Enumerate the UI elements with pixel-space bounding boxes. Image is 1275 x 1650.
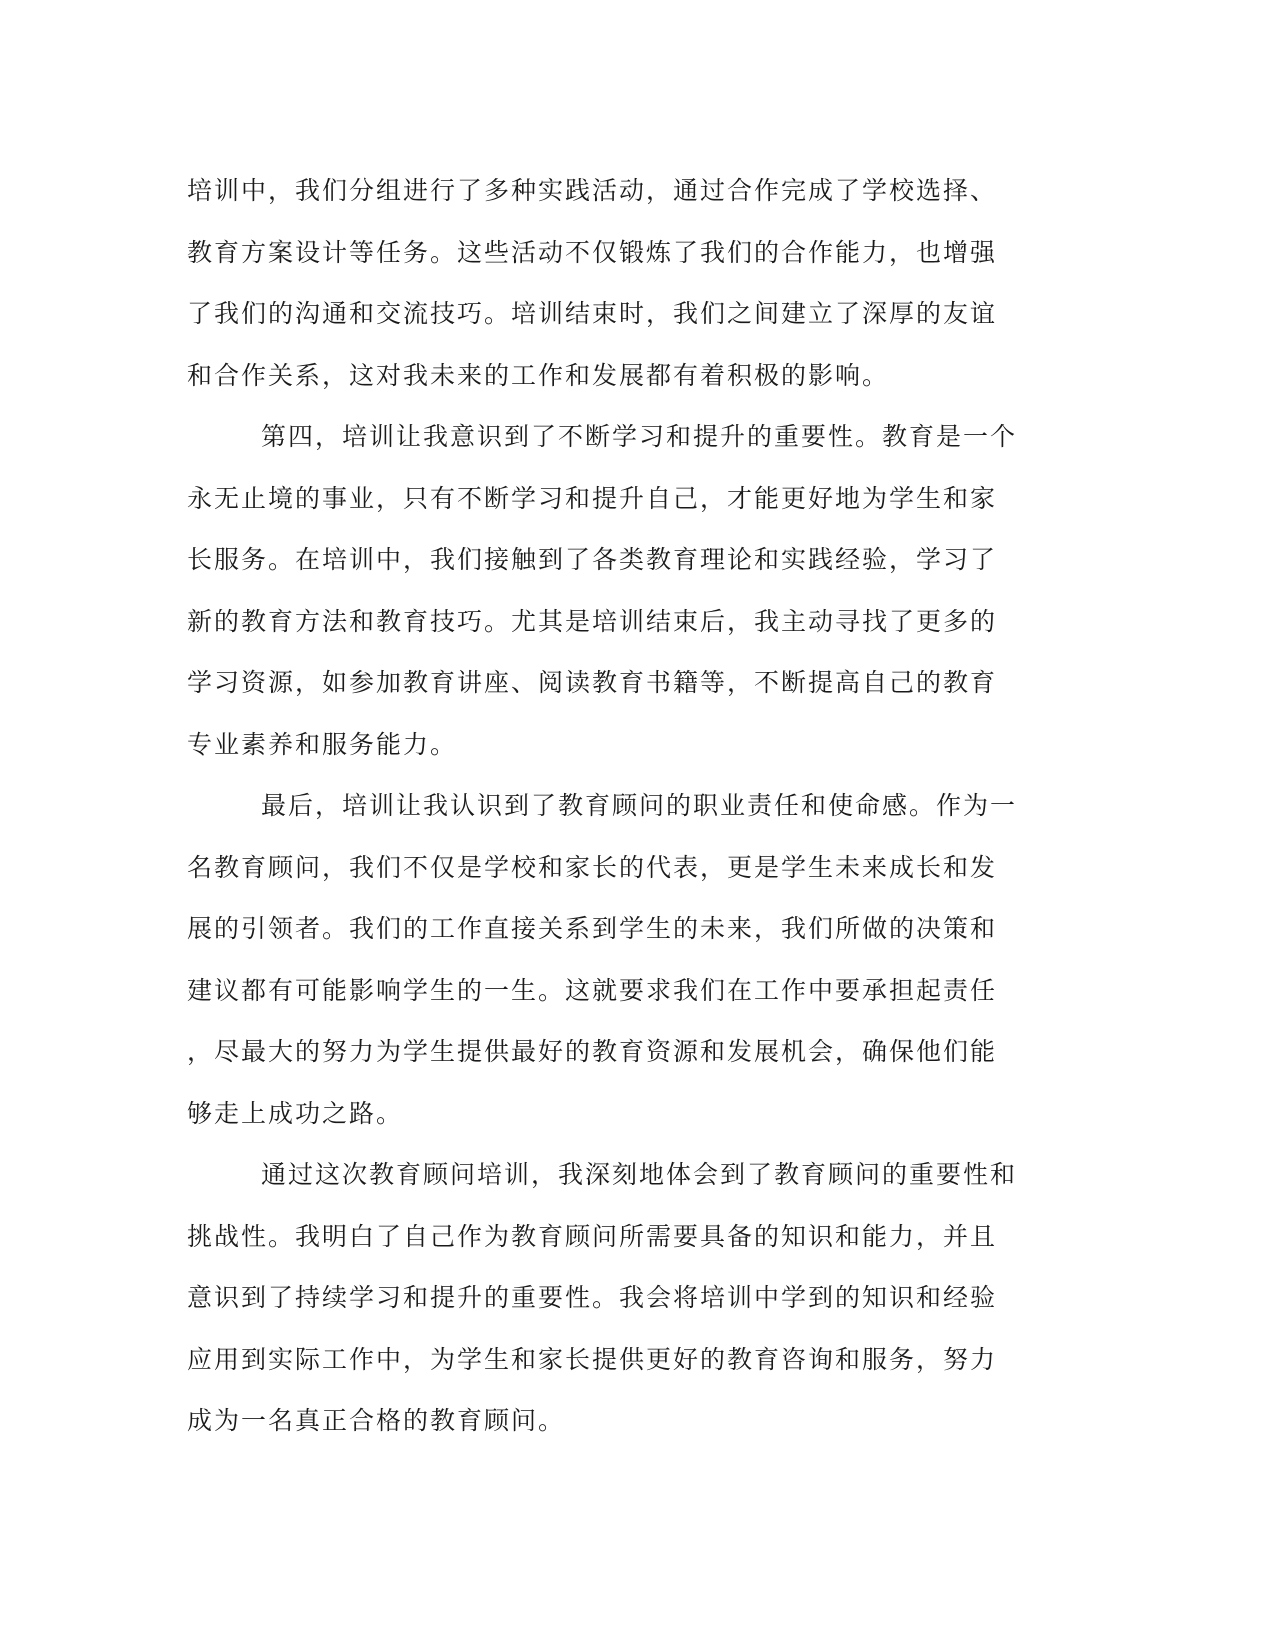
text-line: 建议都有可能影响学生的一生。这就要求我们在工作中要承担起责任 [187,975,998,1005]
text-line: 培训中，我们分组进行了多种实践活动，通过合作完成了学校选择、 [187,176,998,205]
text-line: 教育方案设计等任务。这些活动不仅锻炼了我们的合作能力，也增强 [187,237,998,267]
text-line: 名教育顾问，我们不仅是学校和家长的代表，更是学生未来成长和发 [187,852,998,882]
text-line: ，尽最大的努力为学生提供最好的教育资源和发展机会，确保他们能 [187,1037,998,1066]
text-line: 第四，培训让我意识到了不断学习和提升的重要性。教育是一个 [261,422,1018,451]
paragraph-teamwork [187,160,1067,406]
text-line: 应用到实际工作中，为学生和家长提供更好的教育咨询和服务，努力 [187,1344,998,1374]
text-line: 最后，培训让我认识到了教育顾问的职业责任和使命感。作为一 [261,791,1018,820]
text-line: 和合作关系，这对我未来的工作和发展都有着积极的影响。 [187,360,890,390]
text-line: 成为一名真正合格的教育顾问。 [187,1406,566,1435]
text-line: 展的引领者。我们的工作直接关系到学生的未来，我们所做的决策和 [187,914,998,943]
text-line: 挑战性。我明白了自己作为教育顾问所需要具备的知识和能力，并且 [187,1221,998,1251]
text-line: 专业素养和服务能力。 [187,729,458,759]
text-line: 通过这次教育顾问培训，我深刻地体会到了教育顾问的重要性和 [261,1160,1018,1189]
paragraph-fourth-point [187,406,1067,775]
text-line: 永无止境的事业，只有不断学习和提升自己，才能更好地为学生和家 [187,483,998,513]
text-line: 长服务。在培训中，我们接触到了各类教育理论和实践经验，学习了 [187,545,998,574]
text-line: 够走上成功之路。 [187,1098,404,1128]
text-line: 学习资源，如参加教育讲座、阅读教育书籍等，不断提高自己的教育 [187,668,998,697]
paragraph-conclusion [187,1144,1067,1452]
text-line: 新的教育方法和教育技巧。尤其是培训结束后，我主动寻找了更多的 [187,606,998,636]
paragraph-final-point [187,775,1067,1144]
text-line: 意识到了持续学习和提升的重要性。我会将培训中学到的知识和经验 [187,1283,998,1312]
text-line: 了我们的沟通和交流技巧。培训结束时，我们之间建立了深厚的友谊 [187,299,998,328]
document-body [187,160,1067,1452]
